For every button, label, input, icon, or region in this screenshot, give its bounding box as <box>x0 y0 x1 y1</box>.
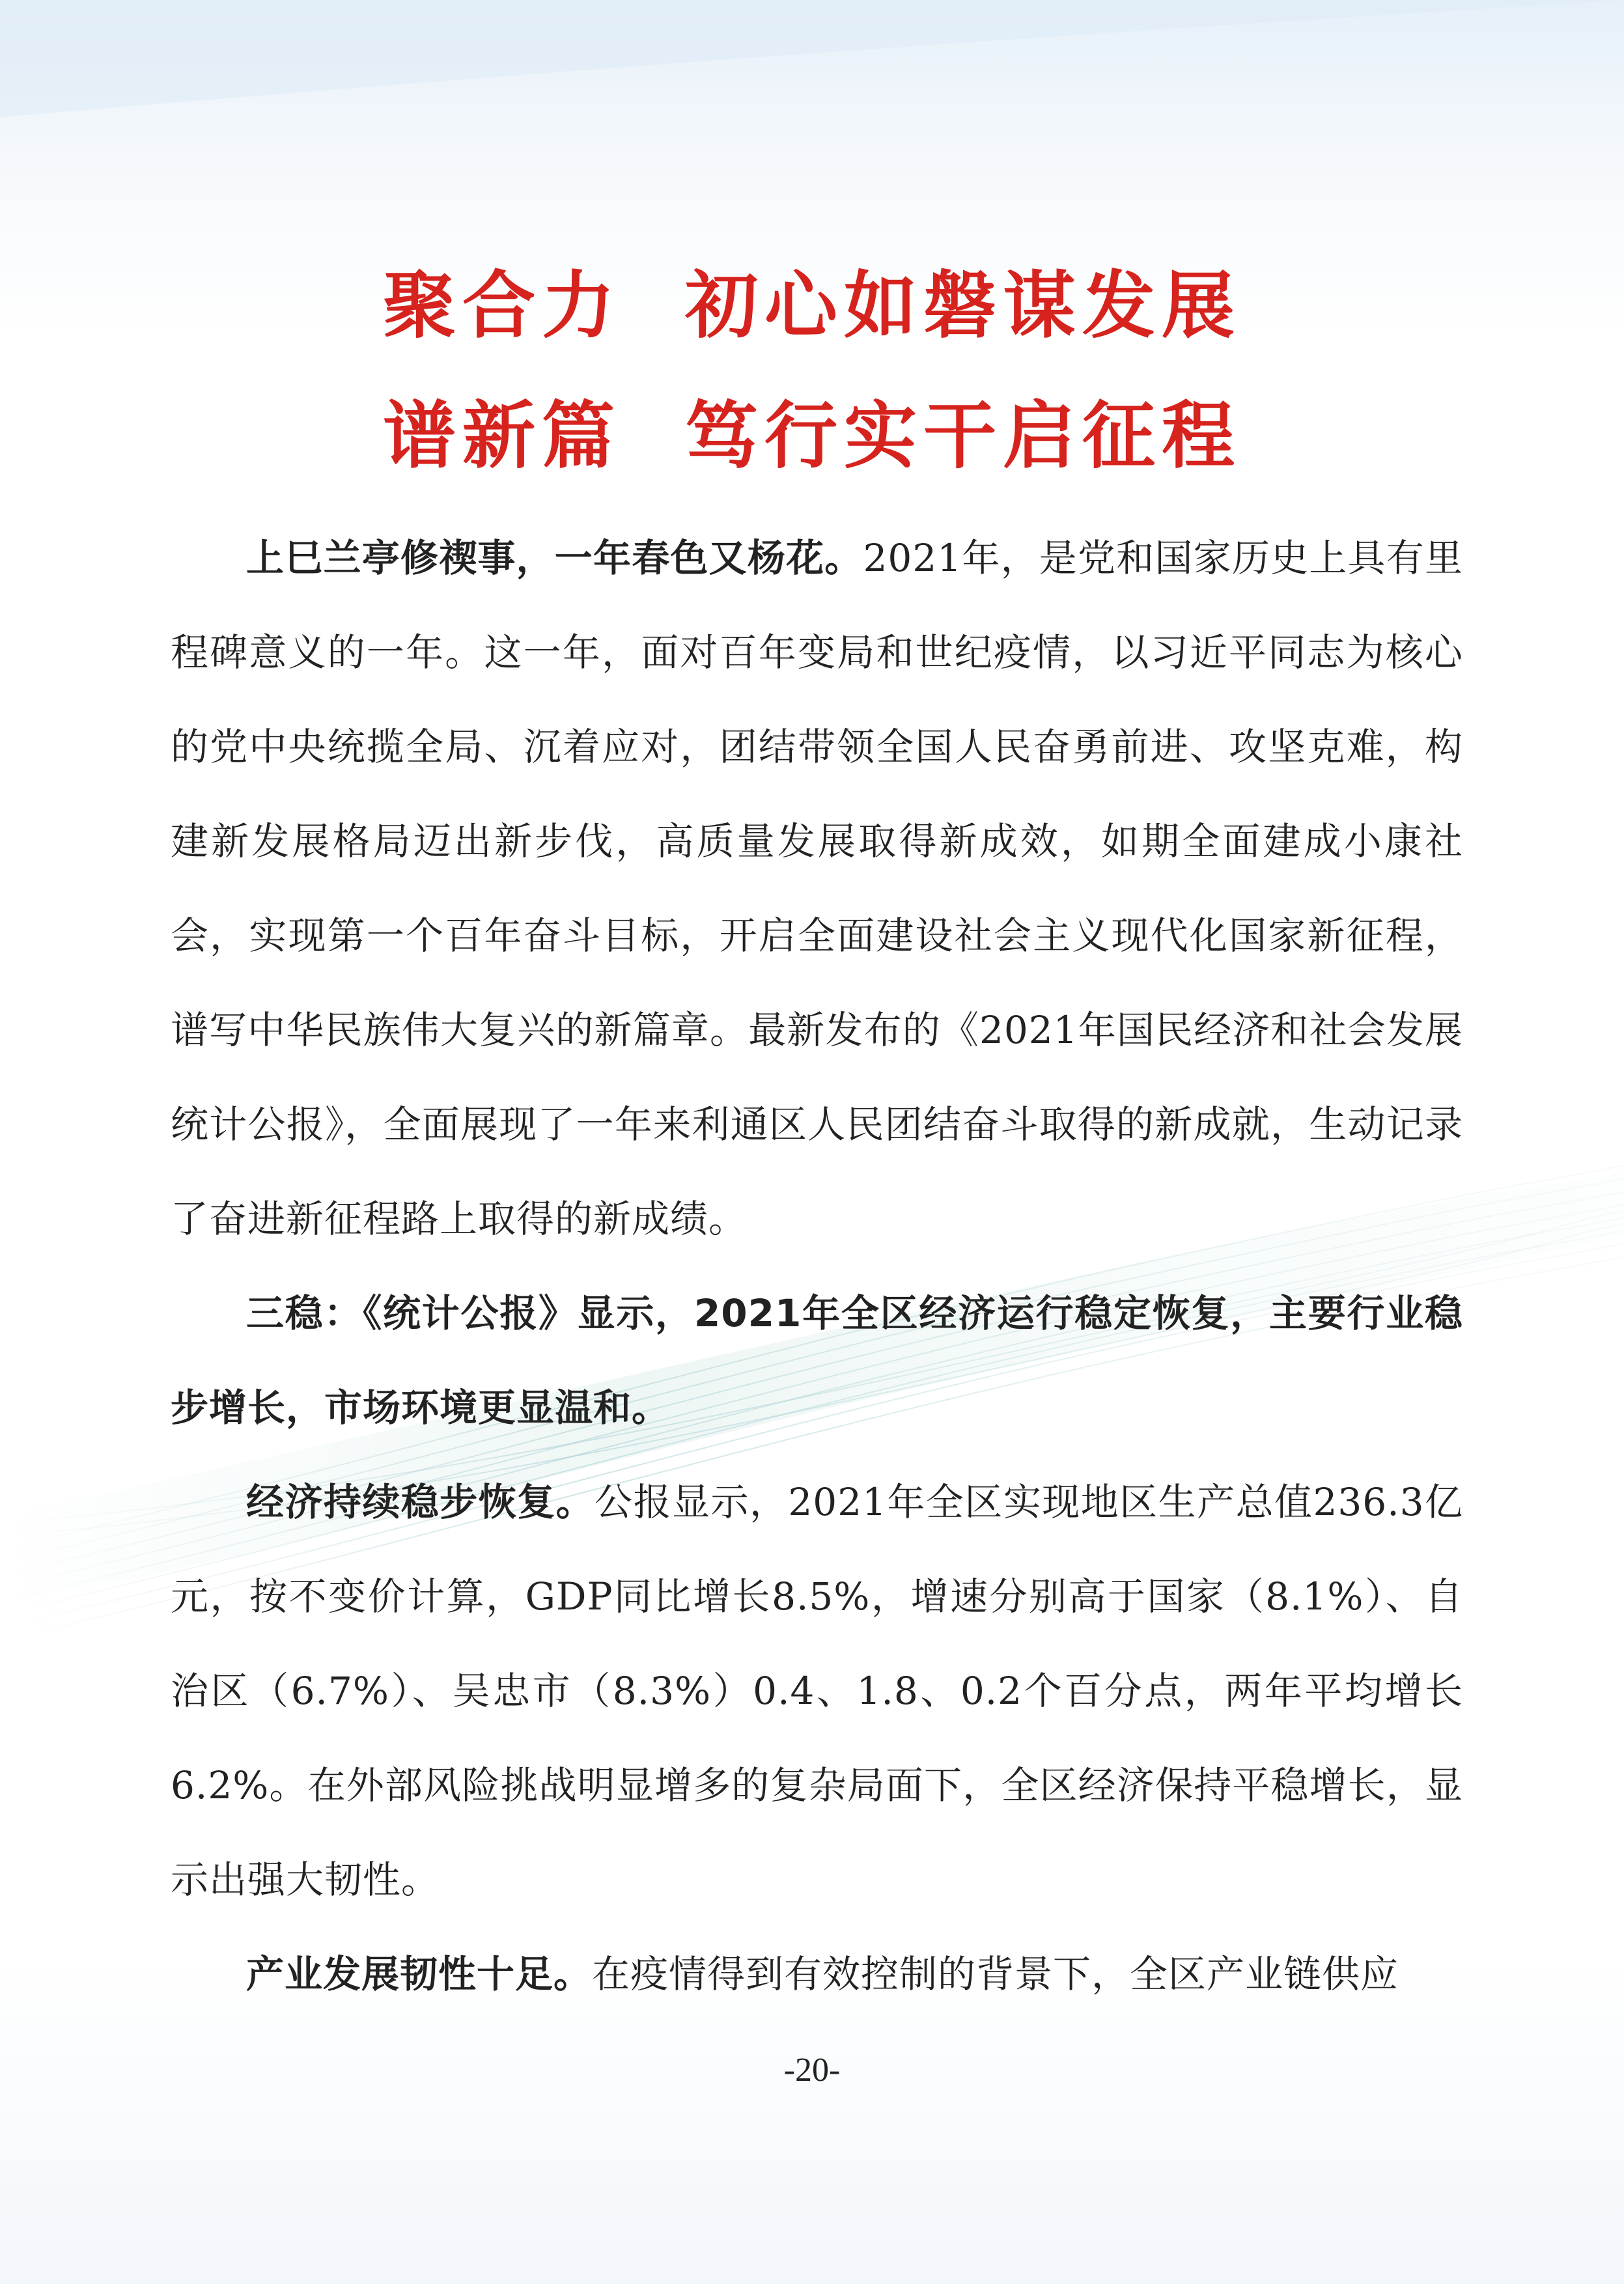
paragraph-summary <box>171 1266 1463 1455</box>
paragraph-text: 在疫情得到有效控制的背景下，全区产业链供应 <box>592 1952 1399 1996</box>
paragraph-industry <box>171 1927 1463 2022</box>
paragraph-bold-text: 三稳：《统计公报》显示，2021年全区经济运行稳定恢复，主要行业稳步增长，市场环境更显温和。 <box>171 1291 1463 1430</box>
title-line-2: 谱新篇 笃行实干启征程 <box>383 394 1241 479</box>
paragraph-economy <box>171 1455 1463 1927</box>
paragraph-text: 公报显示，2021年全区实现地区生产总值236.3亿元，按不变价计算，GDP同比增长8.5%，增速分别高于国家（8.1%）、自治区（6.7%）、吴忠市（8.3%）0.4、1.8、0.2个百分点，两年平均增长6.2%。在外部风险挑战明显增多的复杂局面下，全区经济保持平稳增长，显示出强大韧性。 <box>171 1480 1463 1902</box>
paragraph-text: 2021年，是党和国家历史上具有里程碑意义的一年。这一年，面对百年变局和世纪疫情，以习近平同志为核心的党中央统揽全局、沉着应对，团结带领全国人民奋勇前进、攻坚克难，构建新发展格局迈出新步伐，高质量发展取得新成效，如期全面建成小康社会，实现第一个百年奋斗目标，开启全面建设社会主义现代化国家新征程，谱写中华民族伟大复兴的新篇章。最新发布的《2021年国民经济和社会发展统计公报》，全面展现了一年来利通区人民团结奋斗取得的新成就，生动记录了奋进新征程路上取得的新成绩。 <box>171 536 1463 1241</box>
paragraph-lead: 上巳兰亭修禊事，一年春色又杨花。 <box>246 536 863 580</box>
page-number: -20- <box>783 2052 841 2089</box>
paragraph-lead: 产业发展韧性十足。 <box>246 1952 593 1996</box>
title-line-1: 聚合力 初心如磐谋发展 <box>383 264 1241 348</box>
page-title <box>0 241 1624 501</box>
article-body <box>171 511 1463 2022</box>
paragraph-intro <box>171 511 1463 1266</box>
paragraph-lead: 经济持续稳步恢复。 <box>246 1480 595 1524</box>
